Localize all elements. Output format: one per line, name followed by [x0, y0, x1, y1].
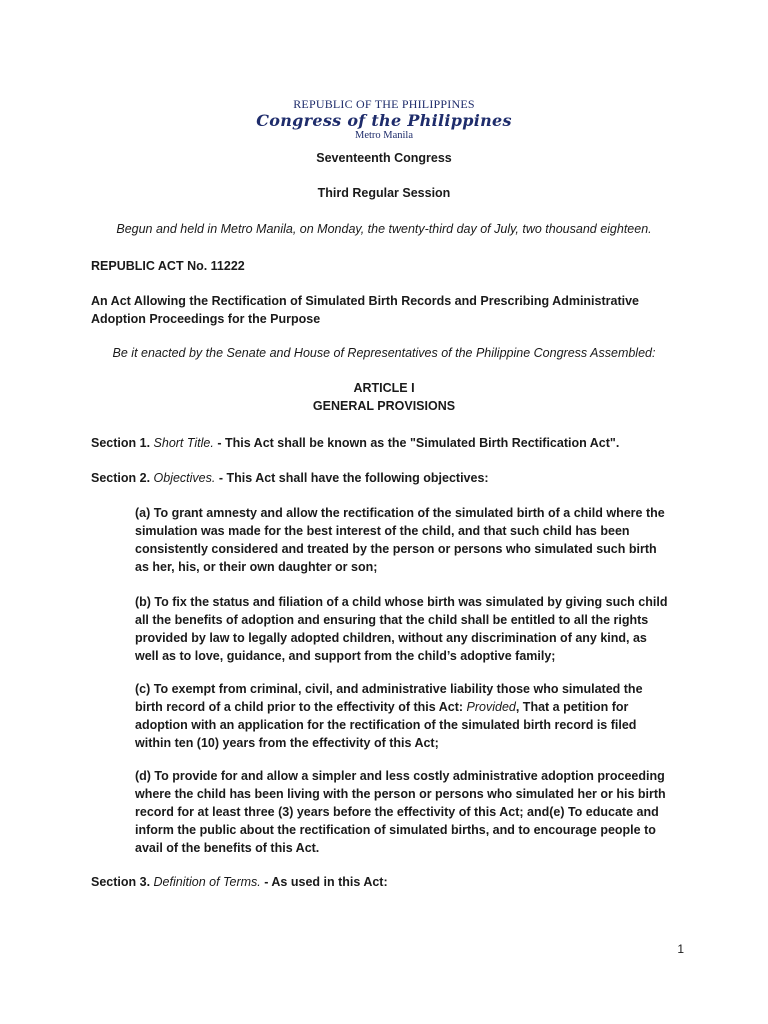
congress-number: Seventeenth Congress	[316, 151, 452, 165]
section-1-text: - This Act shall be known as the "Simulated Birth Rectification Act".	[213, 436, 620, 450]
objective-b: (b) To fix the status and filiation of a child whose birth was simulated by giving such child all the benefits of adoption and ensuring that the child shall be entitled to all the rights provided by law to legally adopted children, without any discrimination of any kind, as well as to love, guidance, and support from the child’s adoptive family;	[135, 595, 668, 663]
section-1	[91, 434, 691, 452]
letterhead-location: Metro Manila	[354, 130, 414, 141]
section-1-heading: Short Title.	[153, 436, 214, 450]
section-3-text: - As used in this Act:	[260, 875, 388, 889]
section-2-text: - This Act shall have the following objectives:	[215, 471, 489, 485]
letterhead-congress: Congress of the Philippines	[256, 111, 512, 130]
article-title: GENERAL PROVISIONS	[312, 399, 456, 413]
section-3-label: Section 3.	[91, 875, 151, 889]
objective-c-text-1: (c) To exempt from criminal, civil, and administrative liability those who simulated the birth record of a child prior to the effectivity of this Act:	[135, 682, 643, 714]
letterhead	[0, 97, 768, 142]
letterhead-republic: REPUBLIC OF THE PHILIPPINES	[293, 97, 475, 111]
section-2-label: Section 2.	[91, 471, 151, 485]
objective-a: (a) To grant amnesty and allow the rectification of the simulated birth of a child where the simulation was made for the best interest of the child, and that such child has been consistently considered and treated by the person or persons who simulated such birth as her, his, or their own daughter or son;	[135, 506, 665, 574]
act-number: REPUBLIC ACT No. 11222	[91, 259, 245, 273]
act-title: An Act Allowing the Rectification of Simulated Birth Records and Prescribing Administrative Adoption Proceedings for the Purpose	[91, 294, 639, 326]
section-2	[91, 469, 691, 487]
session-name: Third Regular Session	[317, 186, 451, 200]
section-3-heading: Definition of Terms.	[153, 875, 261, 889]
objective-c	[135, 680, 670, 752]
begun-statement: Begun and held in Metro Manila, on Monday, the twenty-third day of July, two thousand eighteen.	[116, 222, 652, 236]
page-number: 1	[677, 942, 684, 956]
section-3	[91, 873, 691, 891]
objective-c-provided: Provided	[466, 700, 516, 714]
article-number: ARTICLE I	[353, 381, 415, 395]
section-1-label: Section 1.	[91, 436, 151, 450]
enacting-clause: Be it enacted by the Senate and House of Representatives of the Philippine Congress Assembled:	[112, 346, 656, 360]
section-2-heading: Objectives.	[153, 471, 216, 485]
objective-d: (d) To provide for and allow a simpler and less costly administrative adoption proceeding where the child has been living with the person or persons who simulated her or his birth record for at least three (3) years before the effectivity of this Act; and(e) To educate and inform the public about the rectification of simulated births, and to encourage people to avail of the benefits of this Act.	[135, 769, 666, 855]
objective-c-text-2: , That a petition for adoption with an application for the rectification of the simulated birth record is filed within ten (10) years from the effectivity of this Act;	[135, 700, 637, 750]
